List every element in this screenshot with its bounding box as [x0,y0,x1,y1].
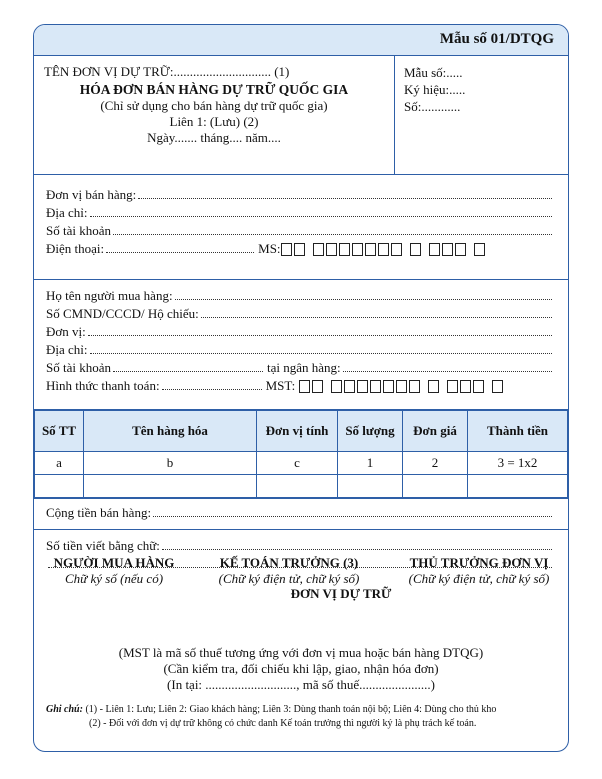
seller-account-label: Số tài khoản [46,223,111,238]
table-row [35,452,568,475]
buyer-sig-sub: Chữ ký số (nếu có) [64,571,164,586]
fill-line [343,371,552,372]
invoice-subtitle: (Chỉ sử dụng cho bán hàng dự trữ quốc gia) [100,98,328,113]
head-sig-title: THỦ TRƯỞNG ĐƠN VỊ [409,555,549,570]
buyer-name-label: Họ tên người mua hàng: [46,288,173,303]
remark-label: Ghi chú: [46,704,83,715]
buyer-tax-code[interactable] [266,378,505,394]
words-label: Số tiền viết bằng chữ: [46,538,160,553]
table-cell: 3 = 1x2 [468,452,568,475]
seller-section [34,175,568,280]
fill-line [113,234,552,235]
copy-label: Liên 1: (Lưu) (2) [169,114,259,129]
buyer-section [34,280,568,410]
print-note: (In tại: ............................, mã số thuế......................) [167,677,435,692]
fill-line [113,371,263,372]
header-left [34,56,395,174]
form-code: Mẫu số:..... [404,65,463,80]
buyer-signature [44,555,184,587]
col-header: Thành tiền [468,411,568,452]
ms-label: MS: [258,241,281,256]
goods-table [34,410,568,498]
col-header: Tên hàng hóa [84,411,257,452]
col-header: Đơn vị tính [257,411,338,452]
form-number: Mẫu số 01/DTQG [439,31,554,47]
buyer-id-label: Số CMND/CCCD/ Hộ chiếu: [46,306,199,321]
fill-line [175,299,552,300]
buyer-unit-row[interactable] [46,322,556,340]
buyer-account-label: Số tài khoản [46,360,111,375]
table-cell: 1 [338,452,403,475]
unit-line: TÊN ĐƠN VỊ DỰ TRỮ:.............................. (1) [44,64,290,79]
invoice-number: Số:............ [404,99,461,114]
fill-line [153,516,552,517]
table-row[interactable] [35,475,568,498]
invoice-form [33,24,569,752]
footer-notes [34,645,568,693]
buyer-bank-label: tại ngân hàng: [267,360,341,375]
invoice-header [34,56,568,175]
seller-address-row[interactable] [46,203,556,221]
total-label: Cộng tiền bán hàng: [46,505,152,520]
invoice-title: HÓA ĐƠN BÁN HÀNG DỰ TRỮ QUỐC GIA [79,82,349,97]
seller-account-row[interactable] [46,221,556,239]
buyer-address-row[interactable] [46,340,556,358]
goods-table-wrap [34,410,568,498]
fill-line [90,353,552,354]
col-header: Số TT [35,411,84,452]
seller-tax-code[interactable] [258,241,486,257]
seller-address-label: Địa chỉ: [46,205,88,220]
buyer-account-row[interactable] [46,358,556,376]
symbol: Ký hiệu:..... [404,82,466,97]
accountant-sig-title: KẾ TOÁN TRƯỞNG (3) [219,555,359,570]
header-right [404,64,465,115]
fill-line [88,335,552,336]
total-section [34,498,568,530]
table-cell: b [84,452,257,475]
remark-1: (1) - Liên 1: Lưu; Liên 2: Giao khách hàng; Liên 3: Dùng thanh toán nội bộ; Liên 4: Dùng cho thủ kho [85,704,497,715]
seller-phone-label: Điện thoại: [46,241,105,256]
reserve-unit: ĐƠN VỊ DỰ TRỮ [290,586,392,601]
buyer-address-label: Địa chỉ: [46,342,88,357]
fill-line [138,198,552,199]
mst-label: MST: [265,378,296,393]
accountant-signature [199,555,379,587]
fill-line [162,549,552,550]
col-header: Đơn giá [403,411,468,452]
buyer-sig-title: NGƯỜI MUA HÀNG [53,555,175,570]
words-row[interactable] [46,536,556,554]
seller-phone-row[interactable] [46,239,556,257]
check-note: (Cần kiểm tra, đối chiếu khi lập, giao, nhận hóa đơn) [163,661,439,676]
accountant-sig-sub: (Chữ ký điện tử, chữ ký số) [218,571,360,586]
date-line: Ngày....... tháng.... năm.... [147,130,281,145]
mst-note: (MST là mã số thuế tương ứng với đơn vị mua hoặc bán hàng DTQG) [118,645,484,660]
form-number-band [34,25,568,56]
head-signature [389,555,569,587]
head-sig-sub: (Chữ ký điện tử, chữ ký số) [408,571,550,586]
table-cell: c [257,452,338,475]
fill-line [106,252,254,253]
fill-line [90,216,552,217]
col-header: Số lượng [338,411,403,452]
fill-line [162,389,262,390]
buyer-payment-row[interactable] [46,376,556,394]
seller-unit-row[interactable] [46,185,556,203]
fill-line [201,317,552,318]
seller-unit-label: Đơn vị bán hàng: [46,187,137,202]
remark-2: (2) - Đối với đơn vị dự trữ không có chức danh Kế toán trưởng thì người ký là phụ trách kế toán. [89,718,477,729]
table-cell: 2 [403,452,468,475]
buyer-id-row[interactable] [46,304,556,322]
total-row[interactable] [46,503,556,521]
payment-label: Hình thức thanh toán: [46,378,160,393]
buyer-unit-label: Đơn vị: [46,324,86,339]
remarks [46,703,496,731]
table-cell: a [35,452,84,475]
buyer-name-row[interactable] [46,286,556,304]
